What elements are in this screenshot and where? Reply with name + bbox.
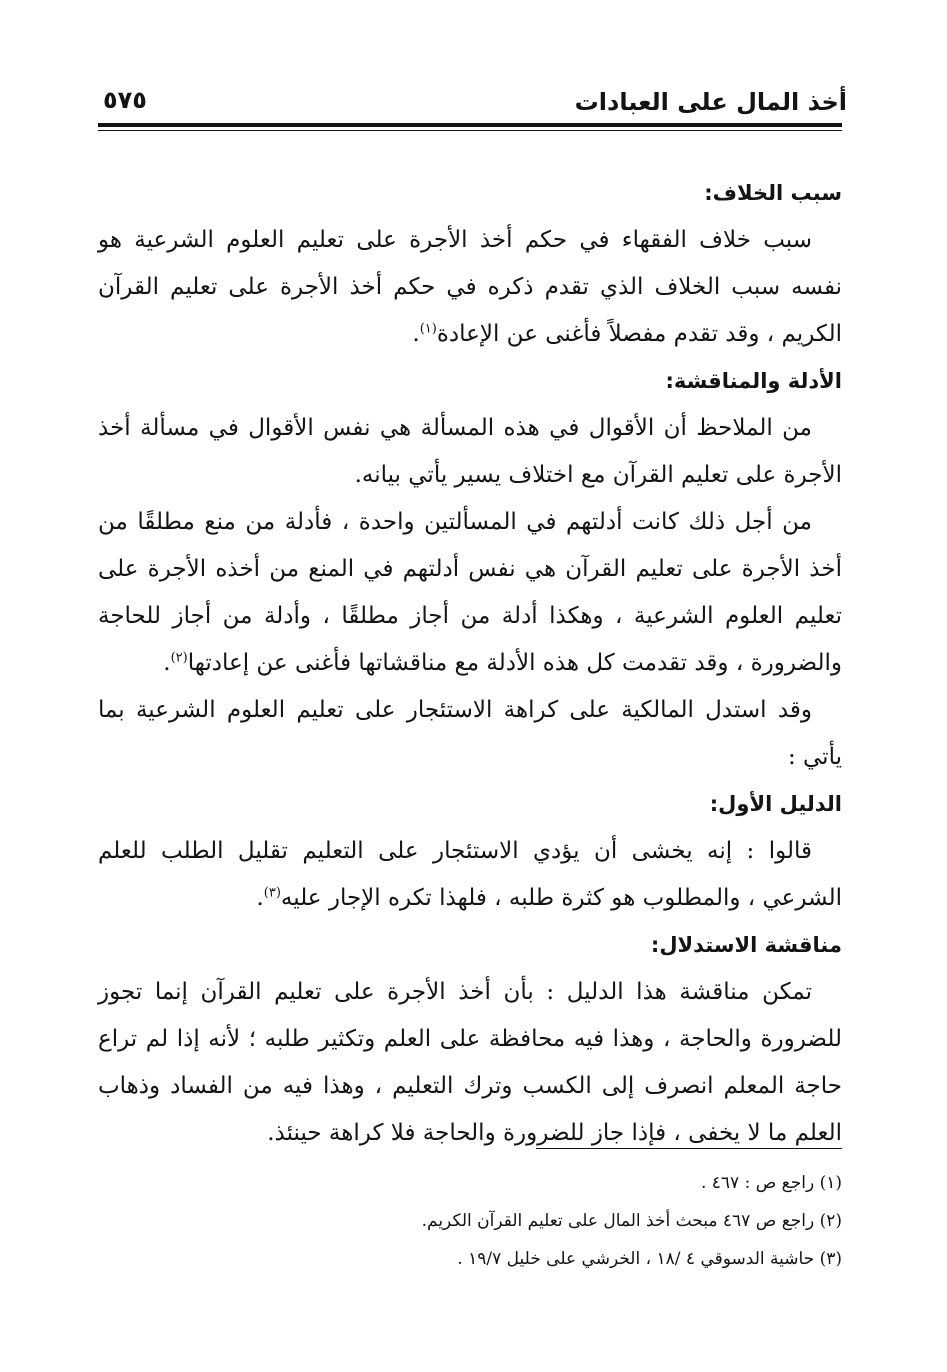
footnotes [98, 1164, 842, 1278]
page-number: ٥٧٥ [103, 86, 147, 114]
paragraph-end: . [163, 650, 171, 676]
paragraph [98, 499, 842, 687]
paragraph: من الملاحظ أن الأقوال في هذه المسألة هي نفس الأقوال في مسألة أخذ الأجرة على تعليم القرآن مع اختلاف يسير يأتي بيانه. [98, 415, 842, 488]
heading-cause-of-disagreement: سبب الخلاف: [704, 181, 842, 205]
paragraph [98, 217, 842, 358]
footnote-ref-2: (٢) [170, 650, 188, 666]
footnote-ref-3: (٣) [263, 885, 281, 901]
heading-discussion-of-inference: مناقشة الاستدلال: [650, 933, 842, 957]
paragraph-end: . [412, 321, 420, 347]
paragraph: وقد استدل المالكية على كراهة الاستئجار على تعليم العلوم الشرعية بما يأتي : [98, 697, 842, 770]
paragraph [98, 828, 842, 922]
paragraph-text: قالوا : إنه يخشى أن يؤدي الاستئجار على التعليم تقليل الطلب للعلم الشرعي ، والمطلوب هو كثرة طلبه ، فلهذا تكره الإجار عليه [98, 838, 842, 911]
footnote-3: (٣) حاشية الدسوقي ٤ /١٨ ، الخرشي على خليل ١٩/٧ . [457, 1249, 842, 1269]
heading-first-evidence: الدليل الأول: [709, 792, 842, 816]
header-rule-thin [98, 130, 842, 131]
footnote-2: (٢) راجع ص ٤٦٧ مبحث أخذ المال على تعليم القرآن الكريم. [421, 1211, 842, 1231]
main-text [98, 170, 842, 1157]
paragraph-text: من أجل ذلك كانت أدلتهم في المسألتين واحدة ، فأدلة من منع مطلقًا من أخذ الأجرة على تعليم القرآن هي نفس أدلتهم في المنع من أخذه الأجرة على تعليم العلوم الشرعية ، وهكذا أدلة من أجاز مطلقًا ، وأدلة من أجاز للحاجة والضرورة ، وقد تقدمت كل هذه الأدلة مع مناقشاتها فأغنى عن إعادتها [98, 509, 842, 676]
paragraph: تمكن مناقشة هذا الدليل : بأن أخذ الأجرة على تعليم القرآن إنما تجوز للضرورة والحاجة ، وهذا فيه محافظة على العلم وتكثير طلبه ؛ لأنه إذا لم تراع حاجة المعلم انصرف إلى الكسب وترك التعليم ، وهذا فيه من الفساد وذهاب العلم ما لا يخفى ، فإذا جاز للضرورة والحاجة فلا كراهة حينئذ. [98, 979, 842, 1146]
heading-evidence-and-discussion: الأدلة والمناقشة: [665, 369, 842, 393]
running-title: أخذ المال على العبادات [574, 88, 847, 116]
paragraph-text: سبب خلاف الفقهاء في حكم أخذ الأجرة على تعليم العلوم الشرعية هو نفسه سبب الخلاف الذي تقدم ذكره في حكم أخذ الأجرة على تعليم القرآن الكريم ، وقد تقدم مفصلاً فأغنى عن الإعادة [98, 227, 842, 347]
footnote-1: (١) راجع ص : ٤٦٧ . [700, 1173, 842, 1193]
paragraph-end: . [256, 885, 264, 911]
footnote-ref-1: (١) [419, 321, 437, 337]
footnote-separator [536, 1148, 842, 1149]
header-rule-thick [98, 123, 842, 127]
